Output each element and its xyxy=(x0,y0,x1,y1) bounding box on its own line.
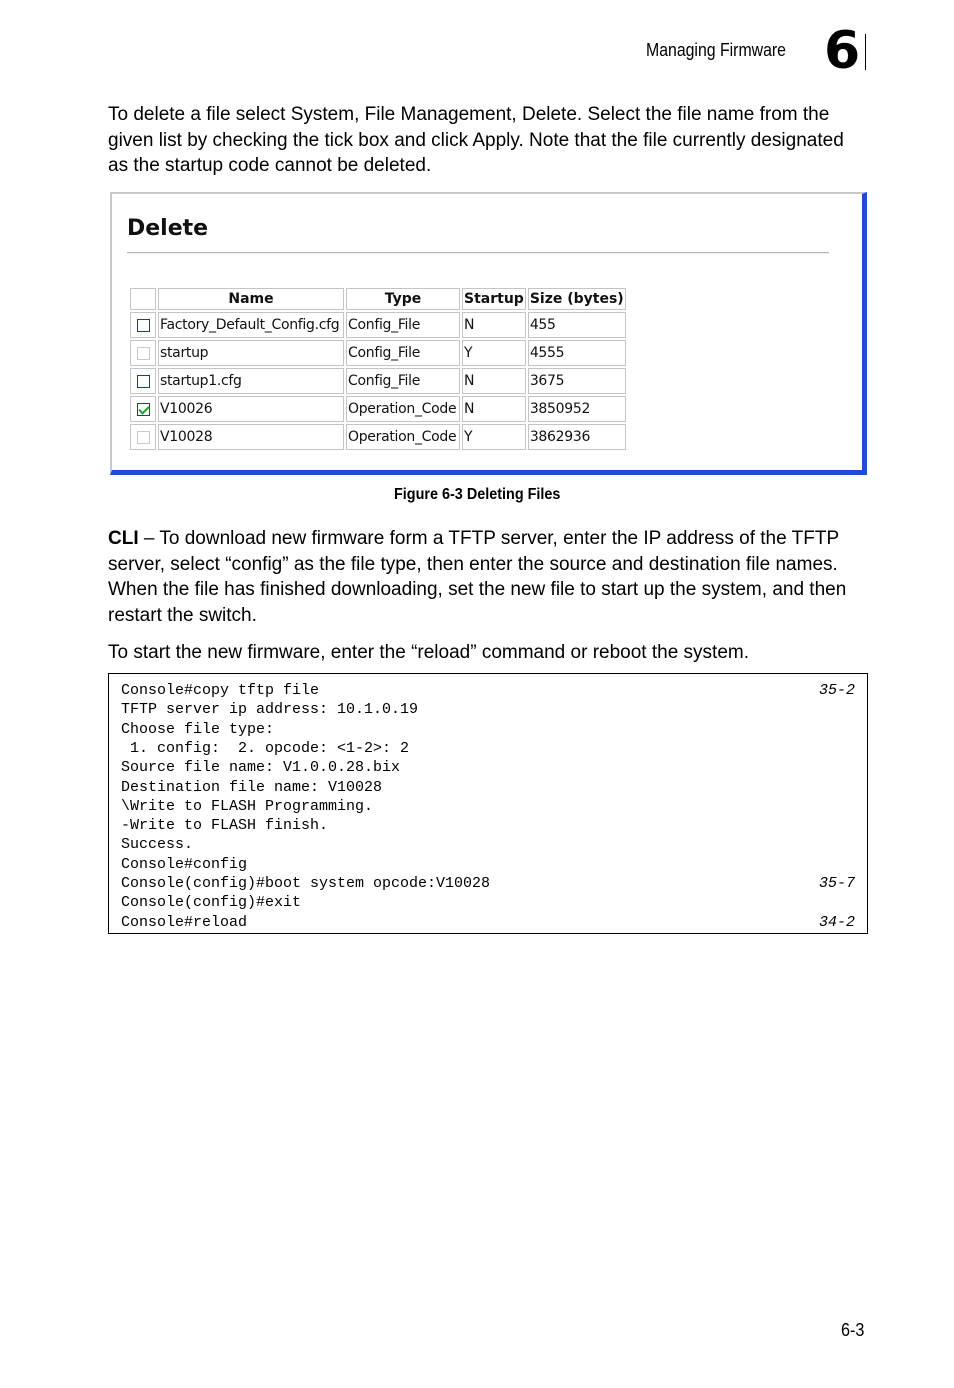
code-line: \Write to FLASH Programming. xyxy=(121,797,374,815)
cli-text: – To download new firmware form a TFTP server, enter the IP address of the TFTP server, select “config” as the file type, then enter the source and destination file names. When the file has finished downloading, set the new file to start up the system, and then restart the switch. xyxy=(108,528,847,626)
column-header-type: Type xyxy=(346,288,460,310)
intro-paragraph: To delete a file select System, File Management, Delete. Select the file name from the given list by checking the tick box and click Apply. Note that the file currently designated as the startup code cannot be deleted. xyxy=(108,104,844,176)
file-startup: N xyxy=(462,368,526,394)
file-startup: Y xyxy=(462,340,526,366)
file-type: Config_File xyxy=(346,312,460,338)
column-header-size: Size (bytes) xyxy=(528,288,626,310)
code-line: Console(config)#exit xyxy=(121,894,302,912)
code-line: TFTP server ip address: 10.1.0.19 xyxy=(121,701,419,719)
chapter-number: 6 xyxy=(824,21,861,81)
file-table xyxy=(128,286,628,452)
code-line: Source file name: V1.0.0.28.bix xyxy=(121,759,401,777)
file-type: Operation_Code xyxy=(346,424,460,450)
code-line: -Write to FLASH finish. xyxy=(121,817,329,835)
delete-screenshot-panel xyxy=(110,192,867,475)
reload-paragraph: To start the new firmware, enter the “reload” command or reboot the system. xyxy=(108,642,749,663)
file-size: 455 xyxy=(528,312,626,338)
file-size: 4555 xyxy=(528,340,626,366)
file-size: 3862936 xyxy=(528,424,626,450)
file-type: Operation_Code xyxy=(346,396,460,422)
file-startup: Y xyxy=(462,424,526,450)
code-line: Choose file type: xyxy=(121,720,275,738)
table-row xyxy=(130,368,626,394)
table-row xyxy=(130,424,626,450)
file-name: startup xyxy=(158,340,344,366)
code-line: Success. xyxy=(121,836,194,854)
file-name: V10028 xyxy=(158,424,344,450)
file-size: 3675 xyxy=(528,368,626,394)
row-checkbox-cell xyxy=(130,340,156,366)
cli-code-box xyxy=(108,673,868,934)
panel-divider xyxy=(127,252,829,254)
table-row xyxy=(130,396,626,422)
header-divider xyxy=(865,34,866,70)
file-name: startup1.cfg xyxy=(158,368,344,394)
table-row xyxy=(130,340,626,366)
row-checkbox-cell xyxy=(130,312,156,338)
code-line: Console#config xyxy=(121,855,248,873)
command-reference: 35-2 xyxy=(818,682,855,699)
delete-checkbox xyxy=(137,347,150,360)
running-header-title: Managing Firmware xyxy=(646,40,786,60)
file-name: Factory_Default_Config.cfg xyxy=(158,312,344,338)
cli-label: CLI xyxy=(108,528,139,549)
file-type: Config_File xyxy=(346,340,460,366)
page-number: 6-3 xyxy=(841,1320,865,1340)
file-startup: N xyxy=(462,312,526,338)
cli-paragraph xyxy=(108,526,868,628)
panel-title: Delete xyxy=(127,216,209,241)
code-line: 1. config: 2. opcode: <1-2>: 2 xyxy=(121,739,410,757)
column-header-name: Name xyxy=(158,288,344,310)
table-row xyxy=(130,312,626,338)
code-line: Destination file name: V10028 xyxy=(121,778,383,796)
row-checkbox-cell xyxy=(130,396,156,422)
file-startup: N xyxy=(462,396,526,422)
code-line: Console#reload xyxy=(121,913,248,931)
row-checkbox-cell xyxy=(130,368,156,394)
command-reference: 35-7 xyxy=(818,875,855,892)
command-reference: 34-2 xyxy=(818,913,855,931)
file-name: V10026 xyxy=(158,396,344,422)
delete-checkbox[interactable] xyxy=(137,403,150,416)
table-header-row xyxy=(130,288,626,310)
figure-caption: Figure 6-3 Deleting Files xyxy=(394,486,561,503)
column-header-startup: Startup xyxy=(462,288,526,310)
file-size: 3850952 xyxy=(528,396,626,422)
file-type: Config_File xyxy=(346,368,460,394)
checkbox-column-header xyxy=(130,288,156,310)
code-line: Console(config)#boot system opcode:V10028 xyxy=(121,875,491,892)
row-checkbox-cell xyxy=(130,424,156,450)
code-line: Console#copy tftp file xyxy=(121,682,320,699)
delete-checkbox[interactable] xyxy=(137,375,150,388)
delete-checkbox[interactable] xyxy=(137,319,150,332)
delete-checkbox xyxy=(137,431,150,444)
